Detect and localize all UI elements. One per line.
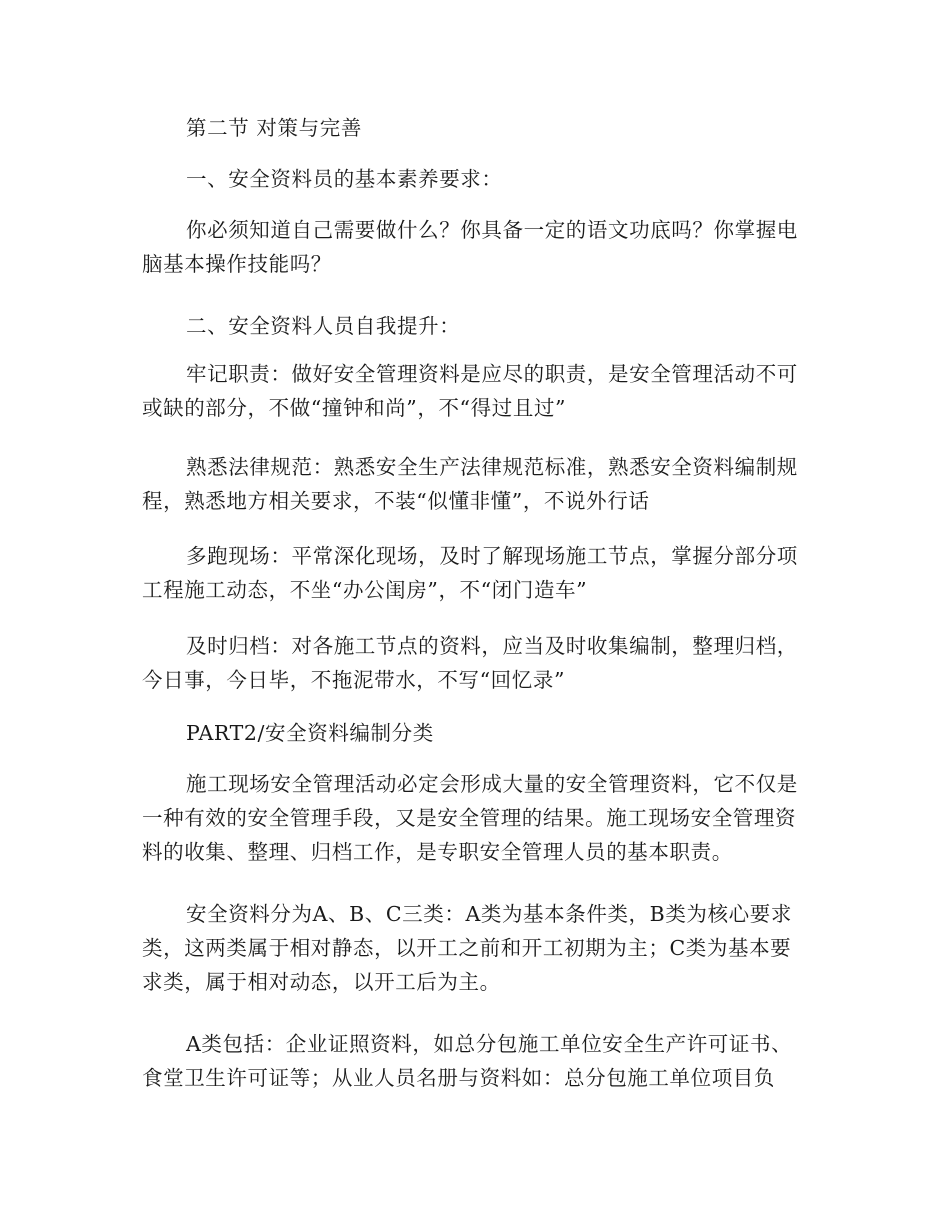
paragraph-timely-filing: 及时归档：对各施工节点的资料，应当及时收集编制，整理归档，今日事，今日毕，不拖泥带水，不写“回忆录”: [142, 634, 798, 692]
paragraph-abc-classes: 安全资料分为A、B、C三类：A类为基本条件类，B类为核心要求类，这两类属于相对静态，以开工之前和开工初期为主；C类为基本要求类，属于相对动态，以开工后为主。: [142, 902, 792, 994]
subsection-heading-2: 二、安全资料人员自我提升：: [186, 314, 461, 338]
section-heading: 第二节 对策与完善: [186, 116, 362, 140]
paragraph-basic-questions: 你必须知道自己需要做什么？你具备一定的语文功底吗？你掌握电脑基本操作技能吗？: [142, 218, 798, 276]
paragraph-visit-site: 多跑现场：平常深化现场，及时了解现场施工节点，掌握分部分项工程施工动态，不坐“办公闺房”，不“闭门造车”: [142, 544, 798, 602]
paragraph-site-management: 施工现场安全管理活动必定会形成大量的安全管理资料，它不仅是一种有效的安全管理手段，又是安全管理的结果。施工现场安全管理资料的收集、整理、归档工作，是专职安全管理人员的基本职责。: [142, 772, 798, 864]
paragraph-know-regulations: 熟悉法律规范：熟悉安全生产法律规范标准，熟悉安全资料编制规程，熟悉地方相关要求，不装“似懂非懂”，不说外行话: [142, 455, 798, 513]
subsection-heading-1: 一、安全资料员的基本素养要求：: [186, 167, 503, 191]
part2-heading: PART2/安全资料编制分类: [186, 721, 434, 745]
paragraph-remember-duties: 牢记职责：做好安全管理资料是应尽的职责，是安全管理活动不可或缺的部分，不做“撞钟和尚”，不“得过且过”: [142, 362, 798, 420]
paragraph-class-a: A类包括：企业证照资料，如总分包施工单位安全生产许可证书、食堂卫生许可证等；从业人员名册与资料如：总分包施工单位项目负: [142, 1032, 793, 1090]
